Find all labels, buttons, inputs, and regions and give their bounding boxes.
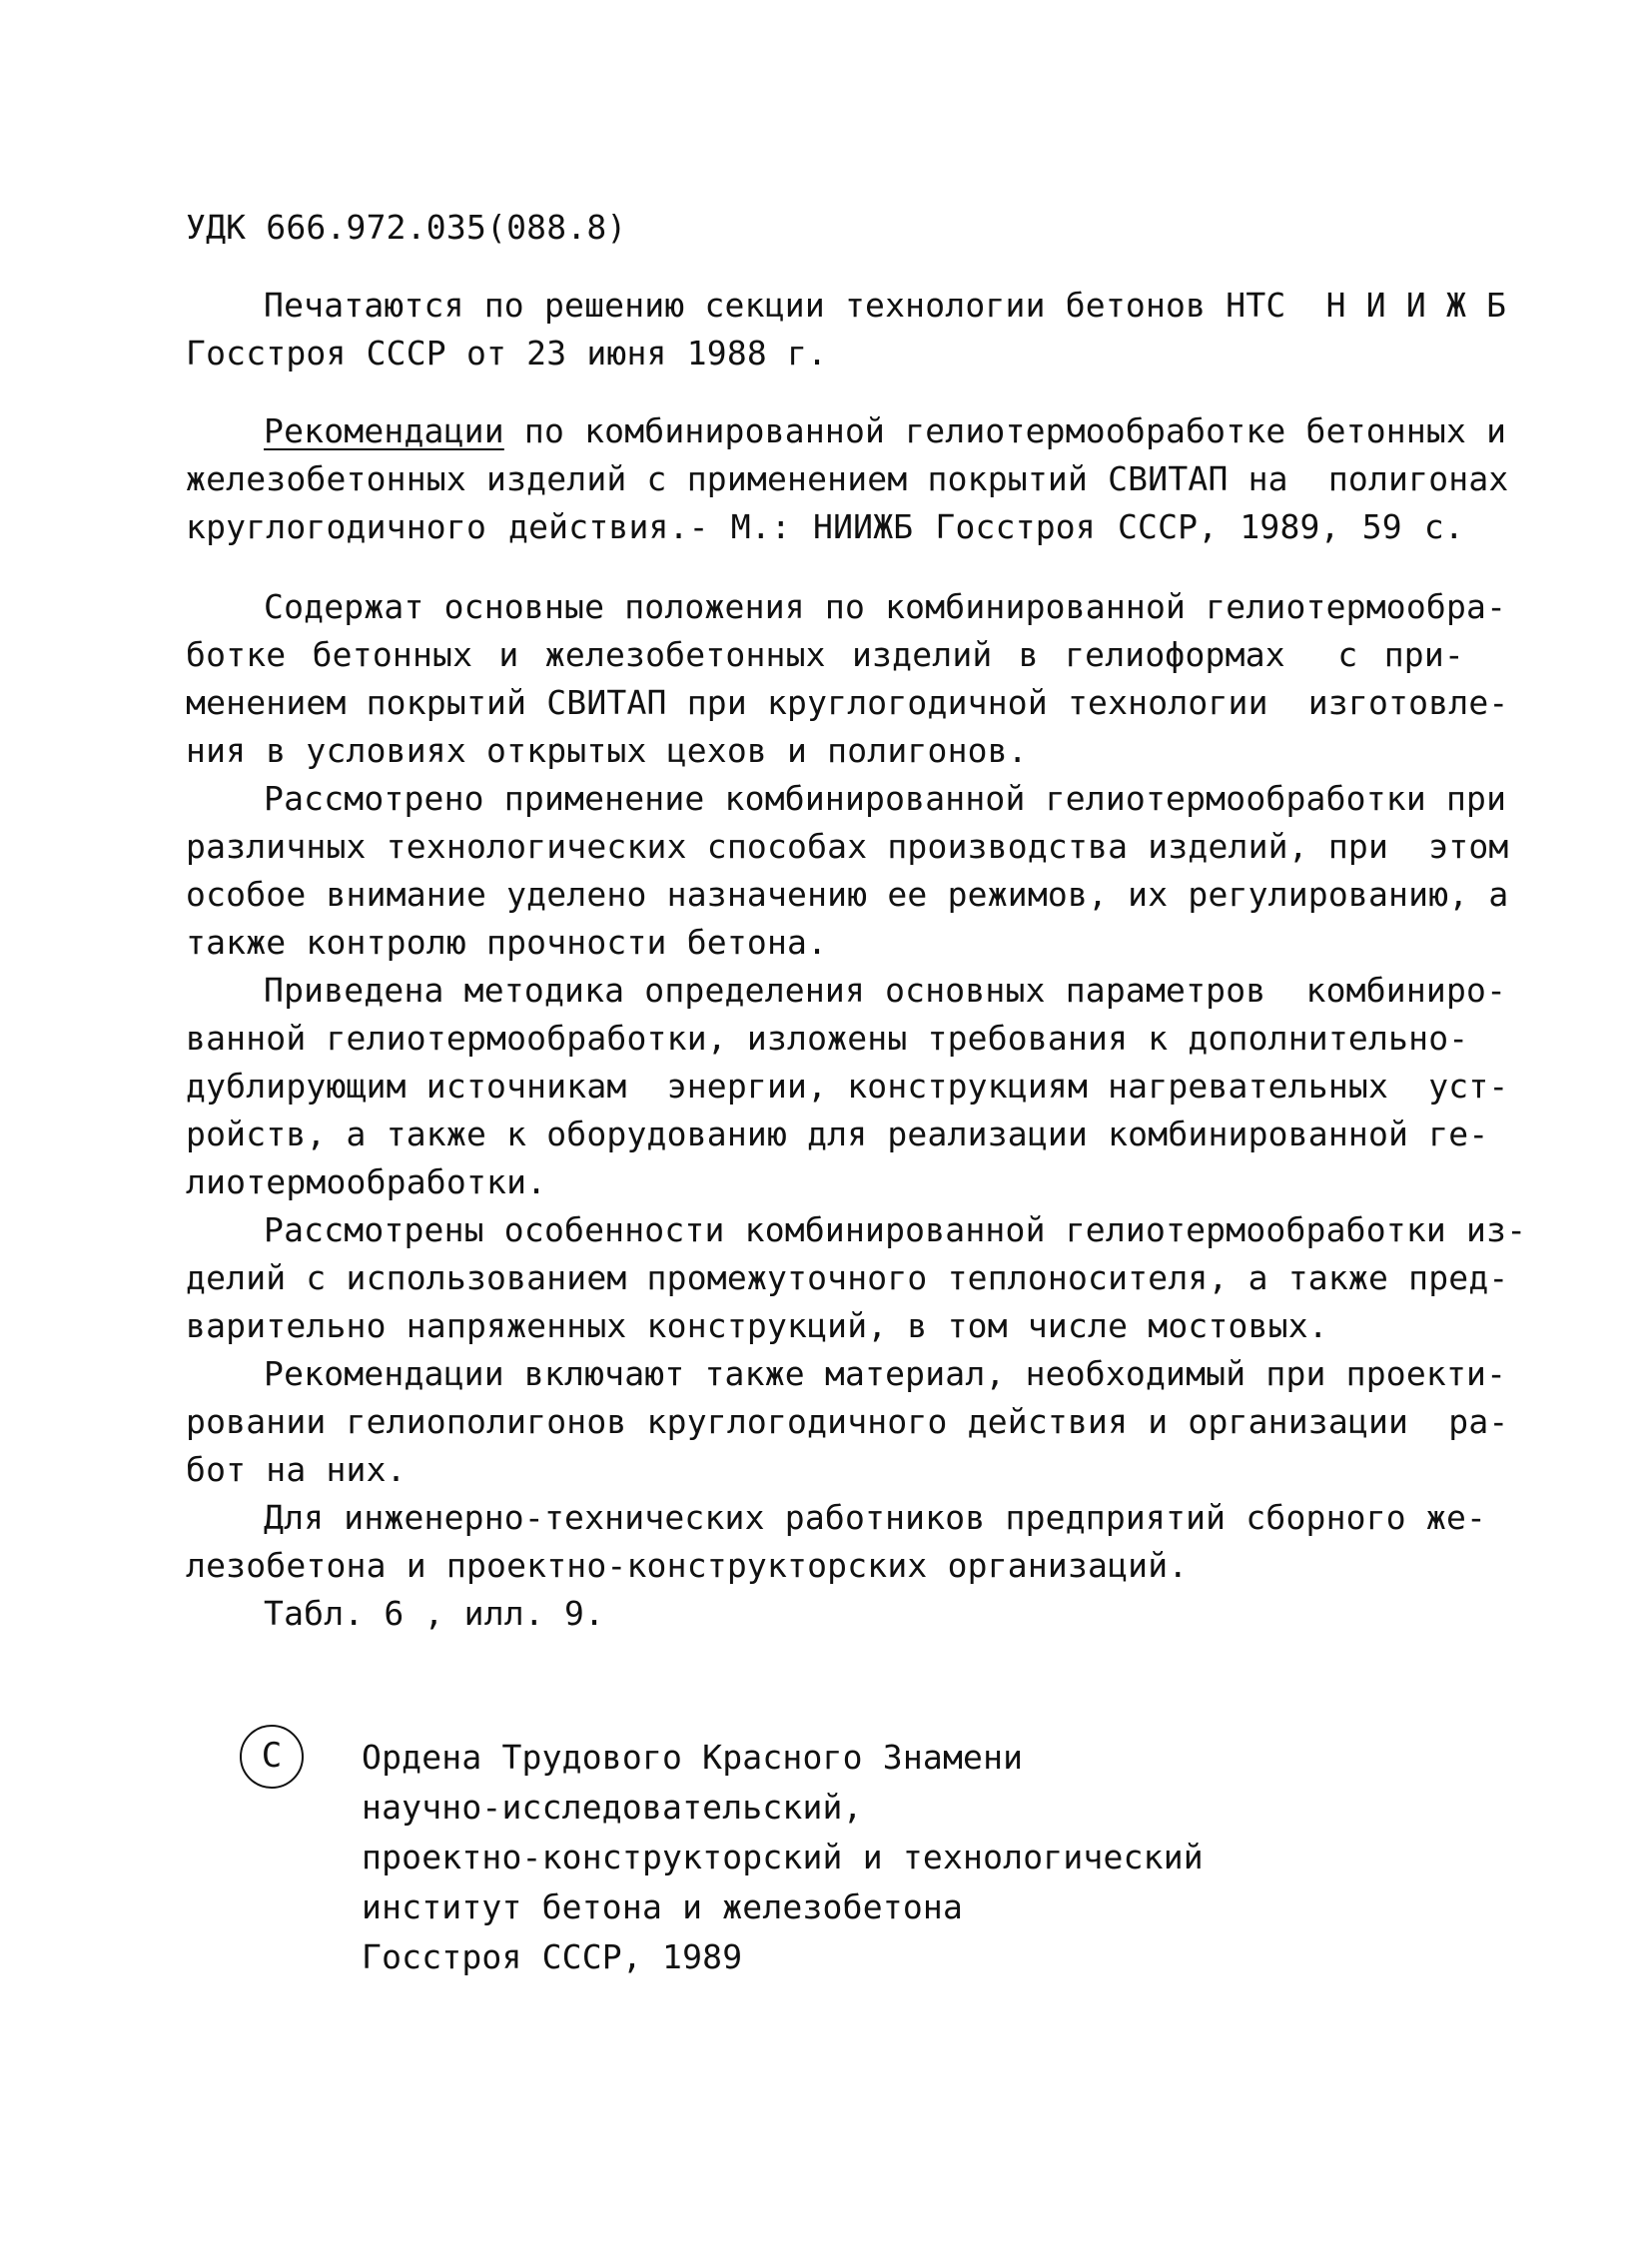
abstract-line: различных технологических способах производства изделий, при этом (186, 827, 1509, 866)
citation-line-2: железобетонных изделий с применением покрытий СВИТАП на полигонах (186, 459, 1509, 498)
abstract-line: делий с использованием промежуточного теплоносителя, а также пред- (186, 1258, 1509, 1297)
abstract-line: лезобетона и проектно-конструкторских организаций. (186, 1546, 1189, 1585)
abstract-line: особое внимание уделено назначению ее режимов, их регулированию, а (186, 875, 1509, 914)
abstract-line: Рассмотрено применение комбинированной гелиотермообработки при (264, 779, 1507, 818)
abstract-line: ройств, а также к оборудованию для реализации комбинированной ге- (186, 1115, 1489, 1153)
abstract-line: ванной гелиотермообработки, изложены требования к дополнительно- (186, 1019, 1469, 1058)
abstract-line: ния в условиях открытых цехов и полигонов. (186, 731, 1028, 770)
abstract-line: Приведена методика определения основных параметров комбиниро- (264, 971, 1507, 1010)
abstract-line: варительно напряженных конструкций, в том числе мостовых. (186, 1306, 1328, 1345)
abstract-line: лиотермообработки. (186, 1162, 547, 1201)
citation-line-1 (264, 411, 1507, 451)
abstract-line: Для инженерно-технических работников предприятий сборного же- (264, 1498, 1487, 1537)
citation-lead-word: Рекомендации (264, 411, 504, 450)
publication-note-line: Госстроя СССР от 23 июня 1988 г. (186, 334, 828, 373)
abstract-line: Рекомендации включают также материал, необходимый при проекти- (264, 1354, 1507, 1393)
abstract-line: бот на них. (186, 1450, 407, 1489)
imprint-line: Госстроя СССР, 1989 (362, 1937, 743, 1976)
imprint-line: институт бетона и железобетона (362, 1887, 964, 1926)
imprint-line: проектно-конструкторский и технологический (362, 1838, 1204, 1876)
copyright-icon: С (240, 1725, 304, 1789)
citation-line-1-rest: по комбинированной гелиотермообработке бетонных и (503, 411, 1507, 450)
abstract-line: также контролю прочности бетона. (186, 923, 828, 962)
abstract-line: Рассмотрены особенности комбинированной гелиотермообработки из- (264, 1210, 1527, 1249)
udc-code: УДК 666.972.035(088.8) (186, 208, 627, 247)
abstract-line: дублирующим источникам энергии, конструкциям нагревательных уст- (186, 1067, 1509, 1106)
abstract-line: менением покрытий СВИТАП при круглогодичной технологии изготовле- (186, 683, 1509, 722)
tables-illustrations-count: Табл. 6 , илл. 9. (264, 1594, 605, 1633)
publication-note-line: Печатаются по решению секции технологии бетонов НТС Н И И Ж Б (264, 286, 1507, 325)
imprint-line: научно-исследовательский, (362, 1788, 863, 1827)
imprint-line: Ордена Трудового Красного Знамени (362, 1738, 1024, 1777)
abstract-line: ровании гелиополигонов круглогодичного действия и организации ра- (186, 1402, 1509, 1441)
abstract-line: ботке бетонных и железобетонных изделий в гелиоформах с при- (186, 635, 1464, 674)
citation-line-3: круглогодичного действия.- М.: НИИЖБ Госстроя СССР, 1989, 59 с. (186, 507, 1464, 546)
abstract-line: Содержат основные положения по комбинированной гелиотермообра- (264, 587, 1507, 626)
